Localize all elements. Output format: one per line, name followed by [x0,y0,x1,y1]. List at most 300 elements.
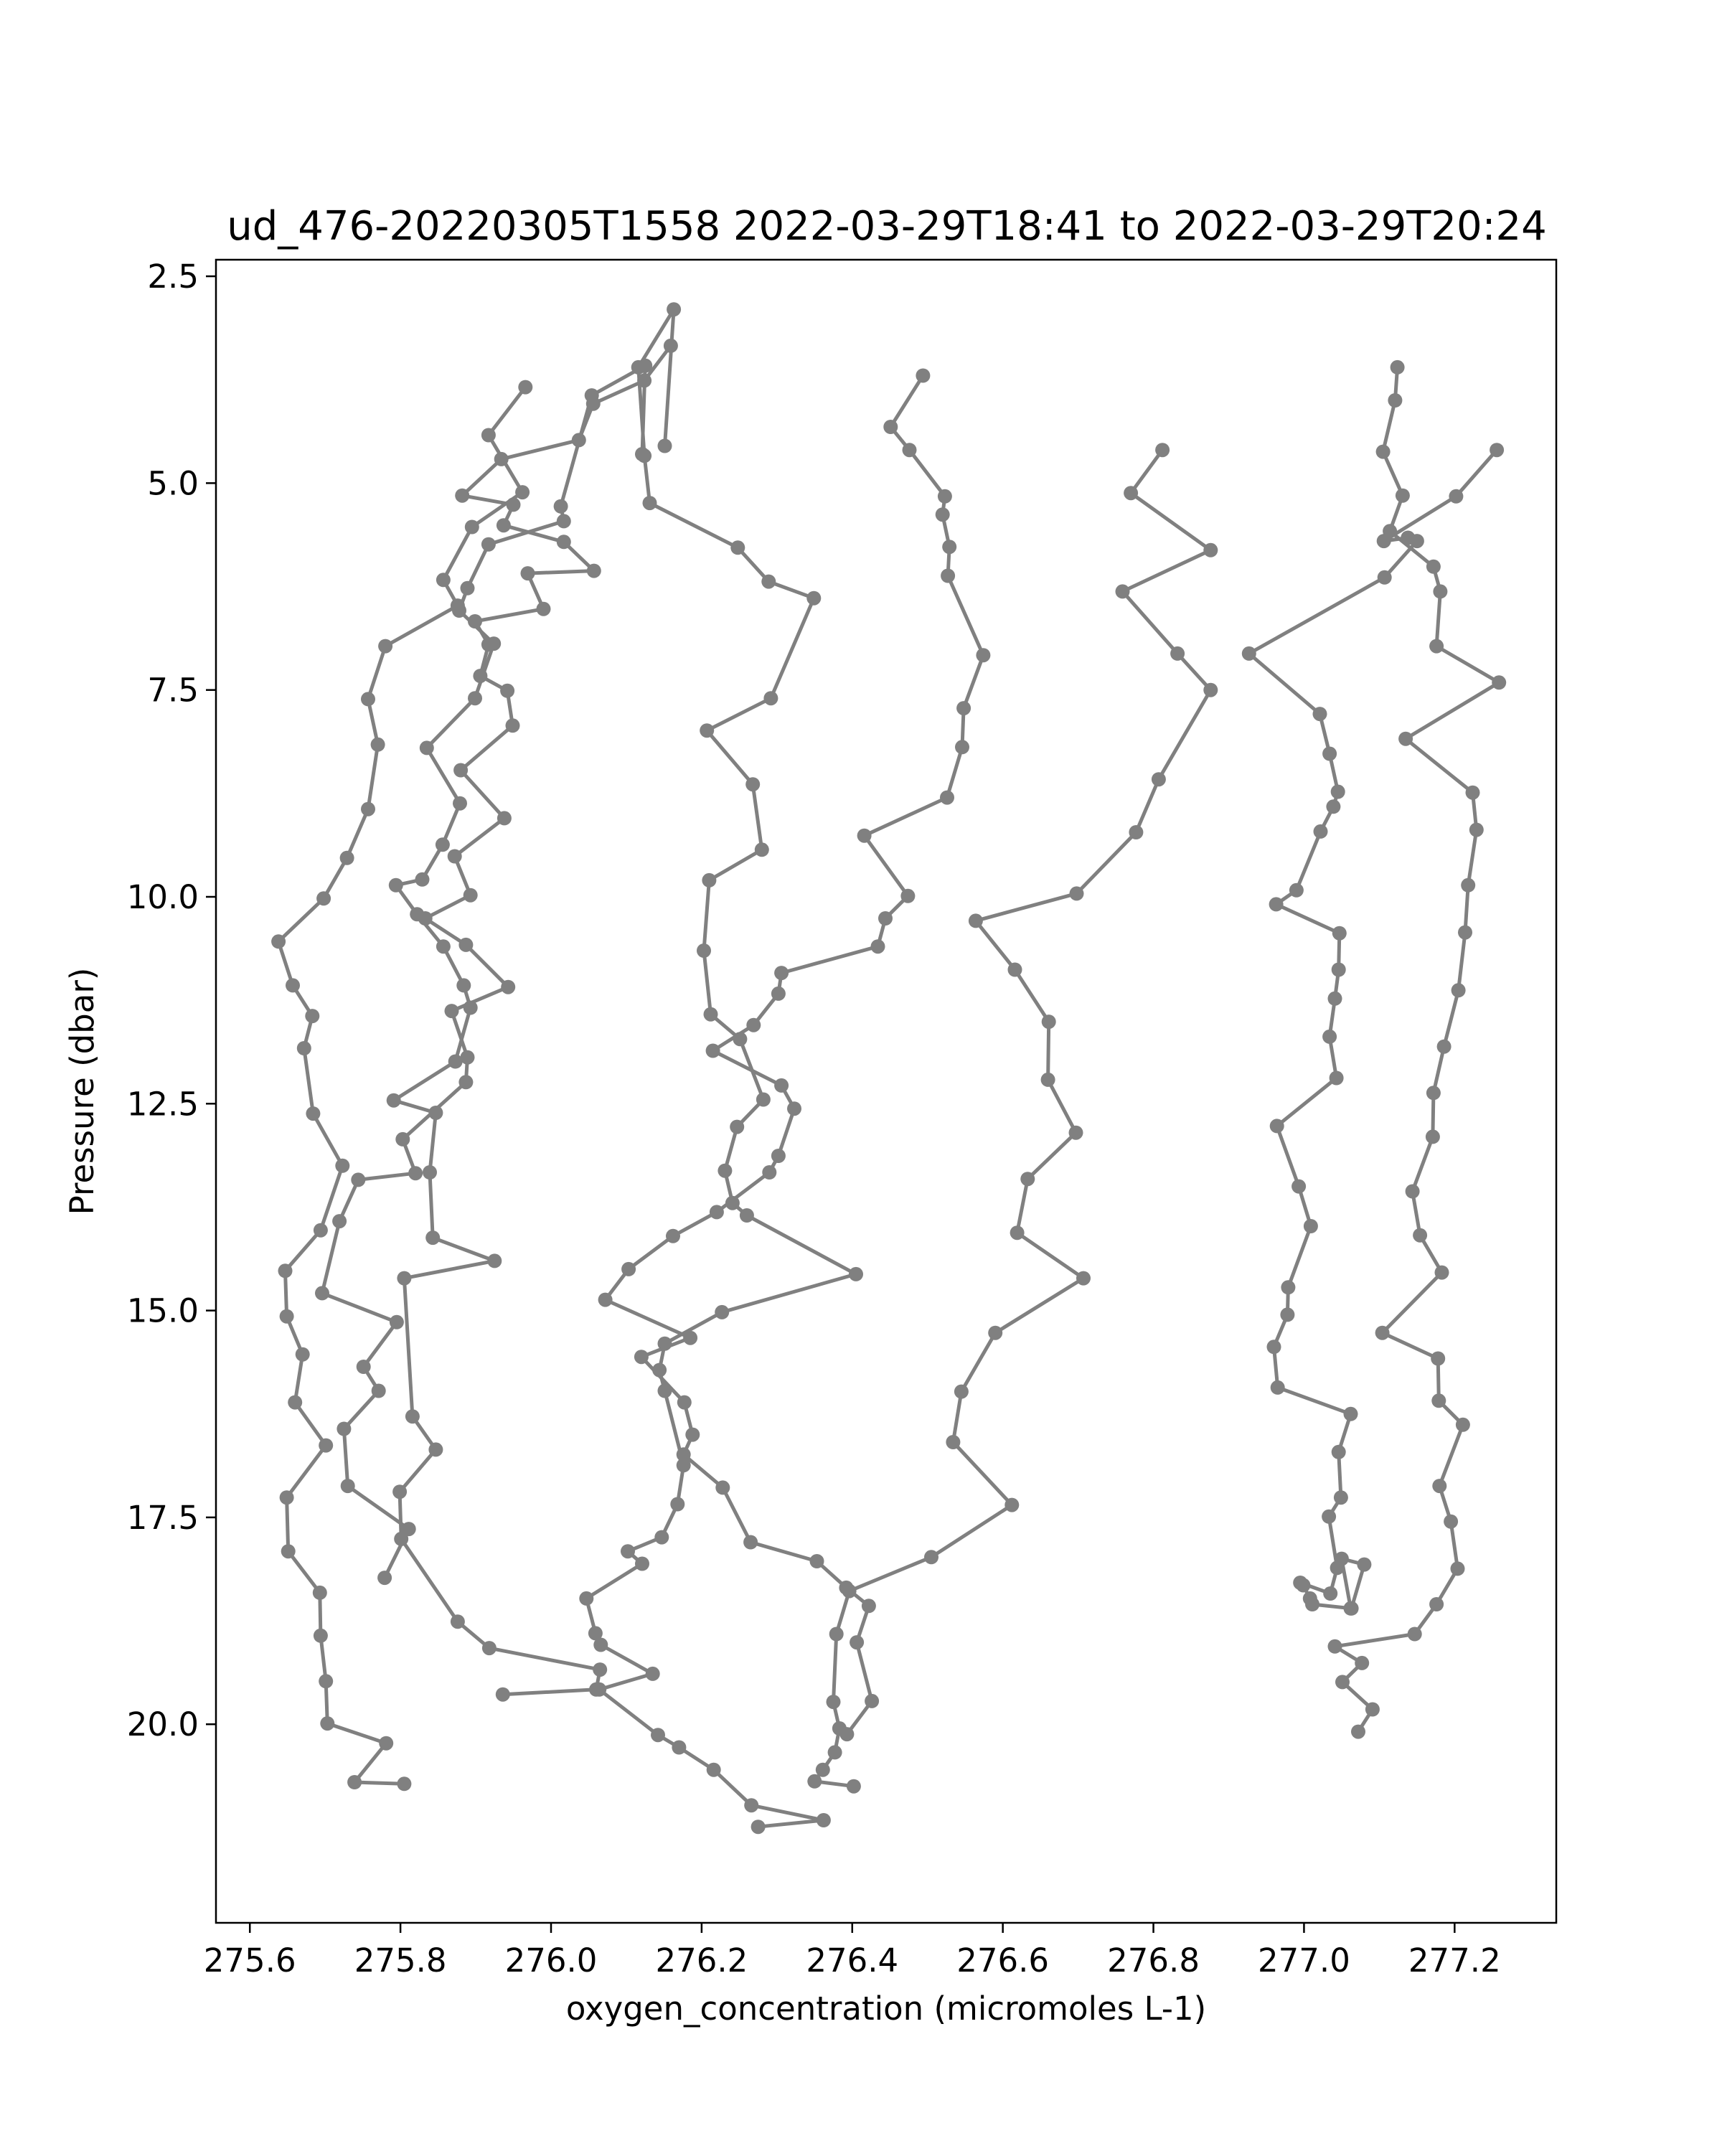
data-point [1466,786,1480,800]
data-point [593,1638,608,1652]
data-point [1323,1586,1337,1601]
data-point [946,1435,960,1449]
x-tick-label: 277.2 [1408,1941,1501,1980]
data-point [521,566,535,580]
data-point [941,569,955,583]
data-point [1410,534,1424,548]
data-point [461,1050,475,1065]
data-point [1458,926,1472,940]
data-point [415,872,430,887]
data-point [829,1627,844,1642]
data-point [938,489,952,504]
data-point [371,738,385,752]
y-tick-label: 10.0 [126,877,199,916]
data-point [1322,747,1337,761]
data-point [631,360,646,375]
data-point [598,1293,613,1307]
data-point [715,1480,730,1494]
data-point [280,1309,294,1324]
data-point [827,1695,841,1709]
data-point [1375,1326,1390,1340]
data-point [1490,443,1504,457]
data-point [296,1347,310,1362]
data-point [849,1267,863,1281]
data-point [1432,1479,1446,1493]
data-point [924,1550,938,1564]
data-point [746,1018,761,1032]
data-point [1378,570,1392,585]
data-point [1431,1393,1446,1408]
y-tick-label: 15.0 [126,1291,199,1330]
data-point [579,1591,593,1606]
data-point [744,1798,758,1812]
data-point [1429,1597,1444,1611]
data-point [1429,639,1444,654]
data-point [271,934,286,948]
x-tick-label: 276.6 [956,1941,1050,1980]
data-point [425,1230,440,1245]
data-point [667,302,681,316]
data-point [1129,825,1143,839]
data-point [850,1635,864,1649]
data-point [810,1554,824,1568]
data-point [453,796,467,811]
data-point [554,499,568,514]
data-point [341,1479,355,1493]
data-point [715,1305,729,1319]
series-trace-6 [1328,360,1507,1739]
data-point [418,911,433,926]
series-layer [271,302,1506,1834]
data-point [666,1229,680,1243]
data-point [1203,683,1218,697]
data-point [340,851,354,865]
data-point [730,1120,744,1134]
data-point [787,1101,801,1116]
data-point [936,507,950,522]
data-point [743,1535,758,1550]
data-point [320,1716,334,1731]
data-point [664,339,678,353]
chart-title: ud_476-20220305T1558 2022-03-29T18:41 to 2022-03-29T20:24 [227,203,1547,250]
data-point [1267,1340,1281,1354]
data-point [718,1164,732,1178]
data-point [842,1584,857,1599]
data-point [955,740,969,754]
data-point [281,1544,296,1558]
data-point [969,913,983,928]
data-point [1456,1418,1470,1432]
data-point [1242,646,1256,661]
data-point [702,873,716,888]
data-point [621,1544,635,1558]
data-point [771,1149,786,1163]
data-point [1452,983,1466,997]
data-point [481,537,496,552]
data-point [774,966,789,980]
data-point [1203,543,1218,557]
data-point [315,1286,329,1300]
data-point [337,1422,351,1436]
data-point [745,777,760,791]
data-point [621,1262,636,1276]
data-point [572,433,586,447]
data-point [408,1166,423,1180]
data-point [1322,1030,1337,1044]
data-point [1280,1307,1294,1322]
data-point [402,1522,416,1536]
data-point [468,691,482,705]
y-axis [127,258,216,1743]
data-point [883,420,898,434]
data-point [515,485,530,499]
data-point [710,1205,724,1219]
data-point [643,496,657,510]
data-point [700,723,714,738]
data-point [481,637,496,651]
data-point [646,1667,660,1681]
data-point [954,1385,969,1399]
data-point [828,1745,842,1759]
data-point [900,889,915,903]
data-point [1357,1558,1371,1572]
data-point [755,842,769,857]
series-trace-2 [579,302,863,1834]
data-point [697,943,711,958]
x-tick-label: 275.8 [354,1941,447,1980]
data-point [316,891,331,905]
data-point [1069,1126,1083,1140]
data-point [1426,1086,1441,1100]
data-point [1322,1510,1336,1524]
data-point [942,540,956,554]
data-point [1332,963,1346,977]
data-point [278,1263,293,1278]
data-point [637,373,651,387]
data-point [501,980,515,994]
data-point [1431,1352,1445,1366]
data-point [706,1044,720,1058]
data-point [451,1614,465,1629]
data-point [448,849,462,864]
series-line [586,309,856,1827]
data-point [762,1165,776,1180]
data-point [397,1271,411,1286]
data-point [651,1728,665,1742]
data-point [593,1662,607,1677]
data-point [313,1586,327,1600]
data-point [592,1682,606,1697]
data-point [988,1326,1002,1340]
data-point [654,1530,669,1545]
data-point [1406,1185,1420,1199]
series-trace-4 [807,443,1218,1794]
data-point [347,1775,362,1789]
data-point [451,598,465,613]
series-line [278,387,525,1784]
data-point [1435,1266,1449,1280]
y-tick-label: 2.5 [147,258,199,296]
data-point [1314,824,1328,839]
data-point [707,1763,721,1777]
data-point [756,1093,771,1107]
data-point [420,740,434,755]
data-point [468,614,482,629]
data-point [500,684,514,698]
data-point [677,1395,692,1410]
data-point [1328,1639,1342,1654]
data-point [496,1687,510,1702]
data-point [1313,707,1327,721]
data-point [940,791,954,805]
data-point [1355,1656,1369,1670]
data-point [319,1674,333,1688]
data-point [453,763,468,778]
data-point [637,448,651,463]
data-point [1388,393,1402,408]
data-point [586,397,601,411]
data-point [1426,1129,1440,1144]
series-trace-5 [1242,443,1504,1616]
data-point [1383,524,1397,538]
data-point [1289,883,1304,898]
data-point [357,1360,371,1374]
data-point [319,1439,333,1453]
data-point [1433,584,1447,598]
data-point [390,1315,404,1329]
data-point [377,1571,392,1585]
data-point [832,1721,847,1736]
data-point [1331,785,1345,799]
y-tick-label: 12.5 [126,1085,199,1124]
data-point [1469,823,1484,837]
data-point [1351,1725,1365,1739]
data-point [1332,1445,1346,1459]
data-point [1365,1703,1380,1717]
y-tick-label: 20.0 [126,1705,199,1744]
data-point [1492,675,1506,689]
x-tick-label: 276.4 [806,1941,899,1980]
data-point [1010,1225,1025,1240]
data-point [351,1172,365,1187]
data-point [1334,1490,1348,1505]
data-point [1335,1675,1350,1689]
data-point [497,518,511,532]
data-point [387,1093,401,1108]
data-point [956,701,971,715]
data-point [372,1384,386,1398]
data-point [335,1159,349,1173]
data-point [481,428,496,443]
series-trace-8 [271,380,532,1792]
data-point [473,669,487,683]
series-trace-1 [387,359,653,1702]
data-point [635,1557,649,1571]
data-point [1070,886,1084,900]
data-point [1292,1180,1306,1194]
data-point [1376,445,1391,459]
data-point [1413,1228,1427,1243]
data-point [1408,1627,1422,1642]
data-point [458,938,473,952]
data-point [1398,732,1413,746]
data-point [670,1497,684,1512]
data-point [1344,1407,1358,1421]
data-point [1451,1561,1465,1576]
data-point [817,1813,831,1827]
data-point [1155,443,1170,457]
data-point [1304,1219,1318,1233]
data-point [816,1763,830,1777]
data-point [405,1409,420,1423]
data-point [306,1106,320,1121]
data-point [865,1694,879,1708]
data-point [557,514,571,528]
data-point [1271,1380,1285,1395]
data-point [1328,992,1342,1006]
data-point [557,535,571,549]
data-point [1330,1071,1344,1086]
data-point [305,1009,319,1023]
y-tick-label: 17.5 [126,1498,199,1537]
data-point [761,575,776,589]
x-tick-label: 276.2 [655,1941,748,1980]
data-point [677,1447,691,1461]
data-point [806,591,821,606]
data-point [286,978,300,992]
data-point [487,1253,502,1268]
series-line [1335,367,1500,1732]
data-point [1116,584,1130,598]
data-point [518,380,532,395]
data-point [423,1165,437,1180]
data-point [297,1041,311,1055]
data-point [1426,560,1441,574]
data-point [1008,963,1022,977]
x-tick-label: 276.8 [1107,1941,1200,1980]
data-point [1042,1015,1056,1029]
plot-frame [216,260,1556,1923]
data-point [1296,1578,1310,1593]
data-point [458,1075,473,1089]
data-point [1332,926,1347,941]
x-axis [204,1923,1501,1980]
data-point [497,811,512,825]
data-point [392,1484,407,1499]
data-point [332,1214,347,1228]
data-point [456,978,471,992]
data-point [389,878,403,893]
data-point [361,692,375,706]
data-point [807,1774,822,1789]
data-point [314,1629,328,1643]
series-line [814,450,1210,1787]
y-tick-label: 7.5 [147,671,199,710]
data-point [683,1331,697,1345]
data-point [771,987,786,1001]
data-point [672,1741,686,1755]
data-point [397,1776,411,1791]
data-point [1461,878,1475,893]
data-point [1437,1040,1452,1054]
data-point [1335,1552,1349,1566]
data-point [280,1490,294,1505]
x-tick-label: 277.0 [1258,1941,1350,1980]
data-point [506,718,520,733]
data-point [461,581,475,596]
data-point [455,489,469,503]
data-point [730,540,745,555]
x-tick-label: 275.6 [203,1941,296,1980]
data-point [1396,489,1410,503]
data-point [1269,897,1284,911]
data-point [685,1428,700,1442]
data-point [1152,772,1166,786]
data-point [1004,1498,1019,1512]
x-axis-label: oxygen_concentration (micromoles L-1) [565,1990,1207,2028]
data-point [1270,1119,1284,1133]
data-point [445,1004,459,1018]
data-point [1344,1601,1358,1616]
data-point [361,802,375,816]
data-point [740,1208,754,1223]
data-point [1444,1515,1458,1529]
data-point [774,1078,789,1093]
data-point [436,837,450,852]
data-point [464,888,478,903]
data-point [436,573,451,587]
data-point [1076,1271,1091,1286]
data-point [1281,1280,1295,1294]
data-point [465,520,479,535]
y-axis-label: Pressure (dbar) [63,967,101,1215]
data-point [482,1641,497,1655]
data-point [1305,1597,1319,1611]
data-point [378,639,392,654]
data-point [847,1779,861,1794]
data-point [916,369,930,383]
data-point [314,1223,328,1238]
data-point [704,1007,718,1022]
series-line [394,366,646,1695]
series-trace-7 [315,339,678,1585]
y-tick-label: 5.0 [147,464,199,503]
data-point [878,911,893,926]
data-point [379,1736,393,1751]
data-point [976,648,990,662]
data-point [1124,486,1138,500]
data-point [634,1350,649,1364]
data-point [1041,1073,1055,1087]
data-point [587,564,601,578]
data-point [1170,646,1185,661]
plot-area [216,260,1556,1923]
data-point [658,439,672,453]
data-point [1326,799,1340,814]
data-point [428,1442,443,1456]
data-point [871,939,885,954]
data-point [862,1599,876,1613]
data-point [751,1820,766,1834]
data-point [1391,360,1405,375]
x-tick-label: 276.0 [504,1941,598,1980]
data-point [1020,1172,1035,1186]
data-point [395,1132,410,1147]
data-point [436,939,451,954]
data-point [288,1395,302,1410]
data-point [1449,489,1463,504]
data-point [763,691,778,705]
